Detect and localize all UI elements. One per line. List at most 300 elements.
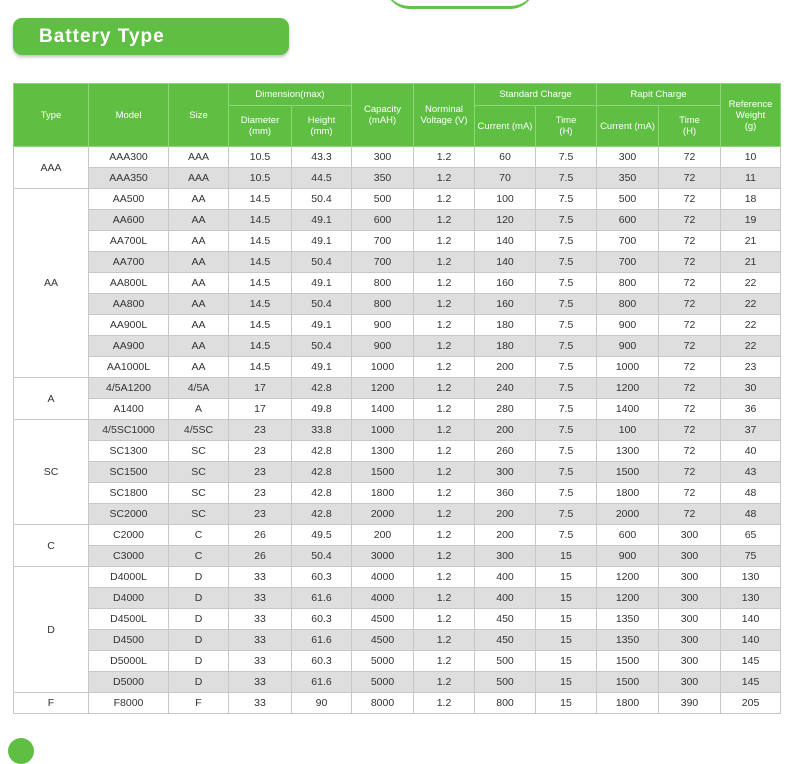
table-cell: AAA300 — [89, 147, 169, 168]
table-cell: 100 — [475, 189, 536, 210]
table-cell: 300 — [659, 567, 721, 588]
table-cell: AA — [169, 210, 229, 231]
table-cell: 33 — [229, 672, 292, 693]
table-cell: 120 — [475, 210, 536, 231]
table-cell: C2000 — [89, 525, 169, 546]
table-cell: 145 — [721, 651, 781, 672]
table-cell: 7.5 — [536, 147, 597, 168]
table-cell: 180 — [475, 336, 536, 357]
table-cell: 7.5 — [536, 441, 597, 462]
table-cell: 7.5 — [536, 252, 597, 273]
table-cell: 200 — [475, 420, 536, 441]
table-cell: 1200 — [597, 567, 659, 588]
table-cell: 72 — [659, 252, 721, 273]
table-cell: SC1300 — [89, 441, 169, 462]
table-cell: 900 — [597, 336, 659, 357]
table-cell: D — [169, 672, 229, 693]
table-cell: 1400 — [352, 399, 414, 420]
table-row — [14, 546, 781, 567]
table-cell: 72 — [659, 504, 721, 525]
table-cell: 240 — [475, 378, 536, 399]
table-cell: 7.5 — [536, 483, 597, 504]
table-cell: 700 — [597, 252, 659, 273]
table-cell: 75 — [721, 546, 781, 567]
table-cell: 500 — [597, 189, 659, 210]
col-header-weight: Reference Weight (g) — [721, 84, 781, 147]
table-cell: SC — [169, 441, 229, 462]
table-cell: 14.5 — [229, 273, 292, 294]
table-cell: 22 — [721, 336, 781, 357]
table-cell: 43.3 — [292, 147, 352, 168]
table-cell: 70 — [475, 168, 536, 189]
table-cell: 1.2 — [414, 294, 475, 315]
table-cell: 4/5SC1000 — [89, 420, 169, 441]
table-cell: 1.2 — [414, 273, 475, 294]
table-cell: 600 — [597, 525, 659, 546]
table-cell: AAA — [169, 168, 229, 189]
table-cell: A1400 — [89, 399, 169, 420]
table-cell: 42.8 — [292, 462, 352, 483]
table-cell: 14.5 — [229, 357, 292, 378]
table-row — [14, 147, 781, 168]
table-cell: D4000L — [89, 567, 169, 588]
table-cell: 3000 — [352, 546, 414, 567]
table-cell: 7.5 — [536, 399, 597, 420]
table-cell: 1.2 — [414, 357, 475, 378]
table-cell: 72 — [659, 483, 721, 504]
table-cell: 49.5 — [292, 525, 352, 546]
table-cell: 42.8 — [292, 441, 352, 462]
table-cell: 1000 — [352, 357, 414, 378]
table-cell: 72 — [659, 336, 721, 357]
table-cell: D — [169, 630, 229, 651]
table-cell: 49.1 — [292, 315, 352, 336]
top-decorative-arc — [385, 0, 535, 9]
table-cell: 61.6 — [292, 630, 352, 651]
table-cell: 200 — [475, 357, 536, 378]
table-cell: 7.5 — [536, 168, 597, 189]
table-cell: 140 — [475, 231, 536, 252]
table-cell: C — [169, 525, 229, 546]
table-cell: 1800 — [597, 483, 659, 504]
table-cell: 23 — [229, 462, 292, 483]
table-cell: AA — [169, 357, 229, 378]
table-cell: 22 — [721, 294, 781, 315]
table-cell: 15 — [536, 651, 597, 672]
table-cell: 140 — [721, 609, 781, 630]
table-row — [14, 231, 781, 252]
table-row — [14, 273, 781, 294]
table-cell: 65 — [721, 525, 781, 546]
table-cell: 200 — [352, 525, 414, 546]
table-cell: 50.4 — [292, 294, 352, 315]
table-row — [14, 504, 781, 525]
table-cell: 500 — [475, 651, 536, 672]
table-cell: 900 — [352, 336, 414, 357]
table-cell: 50.4 — [292, 189, 352, 210]
table-cell: 160 — [475, 273, 536, 294]
table-cell: 11 — [721, 168, 781, 189]
col-header-standard-charge: Standard Charge — [475, 84, 597, 106]
table-cell: 1.2 — [414, 693, 475, 714]
col-header-type: Type — [14, 84, 89, 147]
table-cell: 7.5 — [536, 294, 597, 315]
table-cell: 260 — [475, 441, 536, 462]
table-cell: 1500 — [352, 462, 414, 483]
table-cell: 42.8 — [292, 483, 352, 504]
table-row — [14, 588, 781, 609]
table-cell: 600 — [597, 210, 659, 231]
table-cell: 450 — [475, 630, 536, 651]
table-cell: 360 — [475, 483, 536, 504]
table-cell: 450 — [475, 609, 536, 630]
table-cell: F8000 — [89, 693, 169, 714]
table-cell: 23 — [721, 357, 781, 378]
table-cell: 700 — [597, 231, 659, 252]
bottom-decorative-dot — [8, 738, 34, 764]
table-cell: AA500 — [89, 189, 169, 210]
table-cell: 4000 — [352, 588, 414, 609]
table-cell: 280 — [475, 399, 536, 420]
table-cell: 1000 — [352, 420, 414, 441]
table-row — [14, 210, 781, 231]
table-cell: D — [169, 651, 229, 672]
table-cell: 140 — [721, 630, 781, 651]
table-cell: 1800 — [597, 693, 659, 714]
table-cell: 33 — [229, 630, 292, 651]
table-cell: 33.8 — [292, 420, 352, 441]
table-row — [14, 651, 781, 672]
table-cell: 72 — [659, 462, 721, 483]
table-cell: 49.1 — [292, 210, 352, 231]
table-cell: 30 — [721, 378, 781, 399]
table-cell: 15 — [536, 546, 597, 567]
table-cell: 1.2 — [414, 315, 475, 336]
table-cell: 300 — [659, 630, 721, 651]
col-header-rapid-current: Current (mA) — [597, 106, 659, 147]
table-cell: 17 — [229, 378, 292, 399]
table-cell: D — [169, 588, 229, 609]
table-cell: 1000 — [597, 357, 659, 378]
table-cell: 7.5 — [536, 462, 597, 483]
table-cell: 60.3 — [292, 651, 352, 672]
table-cell: AA900 — [89, 336, 169, 357]
section-title: Battery Type — [13, 18, 289, 55]
table-cell: 22 — [721, 315, 781, 336]
table-cell: 7.5 — [536, 420, 597, 441]
table-cell: 400 — [475, 567, 536, 588]
table-cell: 700 — [352, 252, 414, 273]
table-cell: 130 — [721, 588, 781, 609]
table-cell: 7.5 — [536, 315, 597, 336]
table-row — [14, 252, 781, 273]
table-cell: 15 — [536, 630, 597, 651]
table-cell: 900 — [597, 315, 659, 336]
table-row — [14, 420, 781, 441]
table-body — [14, 147, 781, 714]
table-cell: 2000 — [352, 504, 414, 525]
table-cell: 300 — [475, 546, 536, 567]
table-cell: 1.2 — [414, 525, 475, 546]
table-cell: 72 — [659, 273, 721, 294]
table-cell: 42.8 — [292, 378, 352, 399]
table-cell: 2000 — [597, 504, 659, 525]
table-cell: 400 — [475, 588, 536, 609]
table-cell: 500 — [352, 189, 414, 210]
table-cell: 33 — [229, 609, 292, 630]
table-cell: 200 — [475, 504, 536, 525]
table-cell: 50.4 — [292, 546, 352, 567]
table-cell: 5000 — [352, 672, 414, 693]
table-cell: 72 — [659, 147, 721, 168]
table-cell: 350 — [352, 168, 414, 189]
table-row — [14, 294, 781, 315]
type-group-cell: AA — [14, 189, 89, 378]
table-cell: 72 — [659, 378, 721, 399]
table-cell: 300 — [659, 588, 721, 609]
type-group-cell: C — [14, 525, 89, 567]
table-cell: 7.5 — [536, 210, 597, 231]
table-cell: 21 — [721, 252, 781, 273]
table-cell: 15 — [536, 609, 597, 630]
col-header-std-current: Current (mA) — [475, 106, 536, 147]
table-cell: 1.2 — [414, 504, 475, 525]
table-cell: 44.5 — [292, 168, 352, 189]
table-cell: 43 — [721, 462, 781, 483]
table-cell: D5000 — [89, 672, 169, 693]
table-row — [14, 525, 781, 546]
type-group-cell: F — [14, 693, 89, 714]
table-cell: 48 — [721, 504, 781, 525]
table-cell: 72 — [659, 357, 721, 378]
type-group-cell: A — [14, 378, 89, 420]
table-cell: 4/5SC — [169, 420, 229, 441]
table-cell: 60.3 — [292, 609, 352, 630]
table-cell: 14.5 — [229, 315, 292, 336]
col-header-dimension: Dimension(max) — [229, 84, 352, 106]
col-header-size: Size — [169, 84, 229, 147]
table-cell: 60.3 — [292, 567, 352, 588]
table-cell: 1.2 — [414, 609, 475, 630]
table-cell: 1.2 — [414, 231, 475, 252]
table-cell: AA700L — [89, 231, 169, 252]
table-cell: 7.5 — [536, 336, 597, 357]
table-cell: 48 — [721, 483, 781, 504]
table-cell: 4000 — [352, 567, 414, 588]
table-cell: 8000 — [352, 693, 414, 714]
table-cell: 800 — [475, 693, 536, 714]
table-cell: 1.2 — [414, 168, 475, 189]
table-cell: 300 — [352, 147, 414, 168]
table-cell: 26 — [229, 525, 292, 546]
table-cell: 300 — [659, 609, 721, 630]
table-cell: 15 — [536, 588, 597, 609]
table-cell: AAA — [169, 147, 229, 168]
table-cell: 72 — [659, 441, 721, 462]
table-cell: 1400 — [597, 399, 659, 420]
table-cell: SC1500 — [89, 462, 169, 483]
col-header-model: Model — [89, 84, 169, 147]
table-cell: D5000L — [89, 651, 169, 672]
table-cell: 18 — [721, 189, 781, 210]
table-cell: 700 — [352, 231, 414, 252]
table-cell: 800 — [352, 294, 414, 315]
table-row — [14, 399, 781, 420]
table-row — [14, 357, 781, 378]
table-cell: 7.5 — [536, 189, 597, 210]
table-cell: 4500 — [352, 609, 414, 630]
table-cell: 800 — [597, 273, 659, 294]
table-row — [14, 567, 781, 588]
table-cell: 1.2 — [414, 420, 475, 441]
table-row — [14, 609, 781, 630]
table-cell: 1.2 — [414, 462, 475, 483]
table-cell: 200 — [475, 525, 536, 546]
table-cell: 26 — [229, 546, 292, 567]
table-cell: 36 — [721, 399, 781, 420]
table-cell: 14.5 — [229, 252, 292, 273]
table-cell: 33 — [229, 693, 292, 714]
table-cell: 1800 — [352, 483, 414, 504]
table-cell: 300 — [659, 651, 721, 672]
table-cell: 1350 — [597, 609, 659, 630]
table-cell: 14.5 — [229, 336, 292, 357]
table-cell: 1.2 — [414, 588, 475, 609]
table-cell: 1.2 — [414, 630, 475, 651]
table-cell: 23 — [229, 441, 292, 462]
table-cell: 72 — [659, 315, 721, 336]
table-cell: AA — [169, 315, 229, 336]
table-cell: 50.4 — [292, 336, 352, 357]
table-cell: 10 — [721, 147, 781, 168]
table-cell: AA — [169, 252, 229, 273]
table-cell: 15 — [536, 672, 597, 693]
table-cell: 49.1 — [292, 357, 352, 378]
table-cell: 300 — [475, 462, 536, 483]
table-cell: 100 — [597, 420, 659, 441]
table-cell: AA — [169, 294, 229, 315]
table-row — [14, 315, 781, 336]
table-row — [14, 189, 781, 210]
table-cell: SC — [169, 504, 229, 525]
table-cell: 1.2 — [414, 147, 475, 168]
table-cell: 130 — [721, 567, 781, 588]
table-cell: 1.2 — [414, 189, 475, 210]
table-cell: 145 — [721, 672, 781, 693]
table-row — [14, 168, 781, 189]
table-cell: 23 — [229, 483, 292, 504]
table-cell: 1.2 — [414, 483, 475, 504]
type-group-cell: D — [14, 567, 89, 693]
table-cell: F — [169, 693, 229, 714]
table-cell: 49.8 — [292, 399, 352, 420]
table-cell: D4500 — [89, 630, 169, 651]
table-cell: 14.5 — [229, 210, 292, 231]
table-cell: 1350 — [597, 630, 659, 651]
table-cell: 350 — [597, 168, 659, 189]
table-cell: AA — [169, 336, 229, 357]
table-row — [14, 462, 781, 483]
table-cell: 300 — [597, 147, 659, 168]
table-cell: 1.2 — [414, 546, 475, 567]
table-cell: AA — [169, 273, 229, 294]
table-cell: SC — [169, 483, 229, 504]
col-header-height: Height (mm) — [292, 106, 352, 147]
table-cell: 1.2 — [414, 336, 475, 357]
col-header-std-time: Time (H) — [536, 106, 597, 147]
table-cell: 160 — [475, 294, 536, 315]
table-cell: 1.2 — [414, 567, 475, 588]
table-cell: 390 — [659, 693, 721, 714]
table-cell: 900 — [352, 315, 414, 336]
table-cell: 205 — [721, 693, 781, 714]
table-row — [14, 672, 781, 693]
table-cell: 1200 — [352, 378, 414, 399]
col-header-capacity: Capacity (mAH) — [352, 84, 414, 147]
table-cell: SC1800 — [89, 483, 169, 504]
table-cell: AA800L — [89, 273, 169, 294]
table-cell: D — [169, 609, 229, 630]
table-cell: 15 — [536, 567, 597, 588]
table-cell: 300 — [659, 672, 721, 693]
table-cell: AA900L — [89, 315, 169, 336]
type-group-cell: SC — [14, 420, 89, 525]
table-cell: 72 — [659, 168, 721, 189]
table-cell: 7.5 — [536, 525, 597, 546]
table-cell: 14.5 — [229, 294, 292, 315]
table-cell: A — [169, 399, 229, 420]
table-cell: 1.2 — [414, 441, 475, 462]
table-cell: 1.2 — [414, 252, 475, 273]
table-cell: 7.5 — [536, 231, 597, 252]
table-cell: 21 — [721, 231, 781, 252]
table-cell: AA — [169, 189, 229, 210]
table-cell: 72 — [659, 231, 721, 252]
table-cell: 800 — [597, 294, 659, 315]
table-cell: 1300 — [352, 441, 414, 462]
table-row — [14, 441, 781, 462]
table-cell: 61.6 — [292, 588, 352, 609]
table-row — [14, 483, 781, 504]
table-cell: 180 — [475, 315, 536, 336]
table-cell: 800 — [352, 273, 414, 294]
table-cell: 500 — [475, 672, 536, 693]
table-cell: 1.2 — [414, 651, 475, 672]
table-cell: 23 — [229, 504, 292, 525]
table-cell: 49.1 — [292, 231, 352, 252]
table-cell: 10.5 — [229, 168, 292, 189]
table-cell: 19 — [721, 210, 781, 231]
table-cell: 1500 — [597, 651, 659, 672]
table-cell: 4/5A1200 — [89, 378, 169, 399]
table-cell: SC2000 — [89, 504, 169, 525]
table-row — [14, 693, 781, 714]
table-cell: 72 — [659, 420, 721, 441]
table-cell: 33 — [229, 651, 292, 672]
table-cell: 1500 — [597, 672, 659, 693]
table-cell: 72 — [659, 210, 721, 231]
table-cell: 61.6 — [292, 672, 352, 693]
table-cell: 1.2 — [414, 672, 475, 693]
table-cell: 4500 — [352, 630, 414, 651]
table-cell: D — [169, 567, 229, 588]
table-cell: 23 — [229, 420, 292, 441]
table-cell: C — [169, 546, 229, 567]
table-row — [14, 336, 781, 357]
table-cell: 33 — [229, 567, 292, 588]
table-cell: 49.1 — [292, 273, 352, 294]
table-cell: 900 — [597, 546, 659, 567]
